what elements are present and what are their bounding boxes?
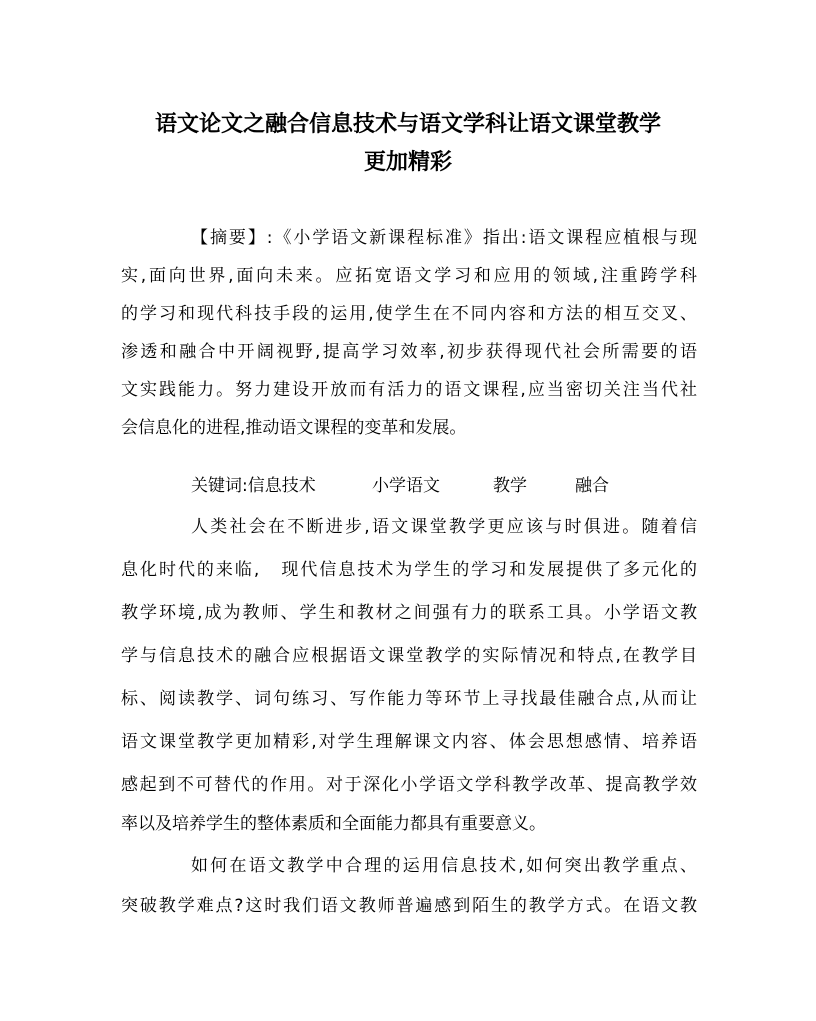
paragraph-line: 息化时代的来临, 现代信息技术为学生的学习和发展提供了多元化的 [121,560,697,580]
keyword-item: 融合 [575,476,609,496]
paragraph-line: 如何在语文教学中合理的运用信息技术,如何突出教学重点、 [191,856,697,876]
abstract-line: 会信息化的进程,推动语文课程的变革和发展。 [121,418,467,438]
abstract-line: 文实践能力。努力建设开放而有活力的语文课程,应当密切关注当代社 [121,380,697,400]
paragraph-line: 学与信息技术的融合应根据语文课堂教学的实际情况和特点,在教学目 [121,646,697,666]
paragraph-line: 突破教学难点?这时我们语文教师普遍感到陌生的教学方式。在语文教 [121,896,697,916]
document-title-line-1: 语文论文之融合信息技术与语文学科让语文课堂教学 [154,111,661,137]
paragraph-line: 教学环境,成为教师、学生和教材之间强有力的联系工具。小学语文教 [121,603,697,623]
abstract-line: 的学习和现代科技手段的运用,使学生在不同内容和方法的相互交叉、 [121,304,697,324]
abstract-line: 渗透和融合中开阔视野,提高学习效率,初步获得现代社会所需要的语 [121,342,697,362]
keyword-item: 教学 [493,476,527,496]
paragraph-line: 率以及培养学生的整体素质和全面能力都具有重要意义。 [121,814,546,834]
abstract-line: 【摘要】:《小学语文新课程标准》指出:语文课程应植根与现 [191,228,697,248]
keywords-line [191,473,697,499]
paragraph-line: 标、阅读教学、词句练习、写作能力等环节上寻找最佳融合点,从而让 [121,689,697,709]
paragraph-line: 人类社会在不断进步,语文课堂教学更应该与时俱进。随着信 [191,517,697,537]
document-title-line-2: 更加精彩 [363,149,452,175]
keyword-item: 小学语文 [372,476,440,496]
paragraph-line: 感起到不可替代的作用。对于深化小学语文学科教学改革、提高教学效 [121,775,697,795]
abstract-line: 实,面向世界,面向未来。应拓宽语文学习和应用的领域,注重跨学科 [121,266,697,286]
keywords-label: 关键词:信息技术 [191,476,316,496]
paragraph-line: 语文课堂教学更加精彩,对学生理解课文内容、体会思想感情、培养语 [121,732,697,752]
